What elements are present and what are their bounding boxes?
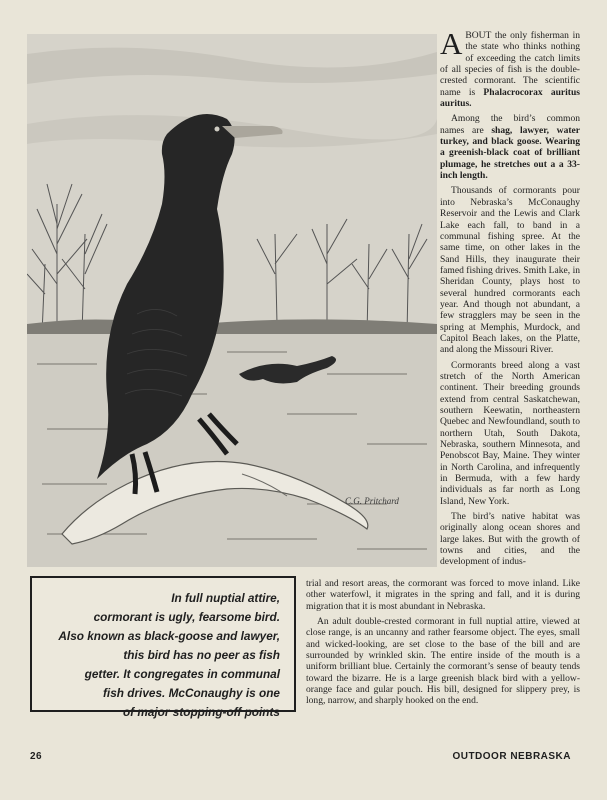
cormorant-illustration	[27, 34, 437, 567]
article-paragraph-3: Thousands of cormorants pour into Nebraska’s McConaughy Reservoir and the Lewis and Clark Lake each fall, to band in a communal fishing spree. At the same time, on other lakes in the Sand Hills, they inaugurate their famed fishing drives. Smith Lake, in Sheridan County, plays host to several hundred cormorants each year. And though not abundant, a few stragglers may be seen in the spring at Memphis, Murdock, and Capitol Beach lakes, on the Platte, and along the Missouri River.	[440, 185, 580, 356]
caption-line: this bird has no peer as fish	[123, 648, 280, 662]
article-paragraph-5-continued: trial and resort areas, the cormorant was forced to move inland. Like other waterfowl, it migrates in the spring and fall, and it is during migration that it is most abundant in Nebraska.	[306, 578, 580, 612]
caption-line: getter. It congregates in communal	[84, 667, 280, 681]
caption-box	[30, 576, 296, 719]
article-paragraph-1: ABOUT the only fisherman in the state who thinks nothing of exceeding the catch limits of all species of fish is the double-crested cormorant. The scientific name is Phalacrocorax auritus auritus.	[440, 26, 580, 110]
article-paragraph-2: Among the bird’s common names are shag, lawyer, water turkey, and black goose. Wearing a greenish-black coat of brilliant plumage, he stretches out a a 33-inch length.	[440, 113, 580, 182]
caption-line: fish drives. McConaughy is one	[103, 686, 280, 700]
scientific-name: Phalacrocorax auritus auritus.	[440, 86, 580, 110]
artist-signature: C.G. Pritchard	[345, 496, 399, 506]
caption-line: cormorant is ugly, fearsome bird.	[93, 610, 280, 624]
article-paragraph-6: An adult double-crested cormorant in full nuptial attire, viewed at close range, is an uncanny and rather fearsome object. The eyes, small and wicked-looking, are set close to the base of the bill and are surrounded by wrinkled skin. The entire inside of the mouth is a uniform brilliant blue. Certainly the cormorant’s sense of beauty tends toward the bizarre. He is a large greenish black bird with a yellow-orange face and gular pouch. His bill, designed for slippery prey, is long, narrow, and sharply hooked on the end.	[306, 616, 580, 707]
page-number: 26	[30, 751, 43, 762]
lower-text-block	[306, 578, 580, 711]
article-column	[440, 26, 580, 572]
article-paragraph-5: The bird’s native habitat was originally along ocean shores and large lakes. But with the growth of towns and cities, and the development of indus-	[440, 511, 580, 568]
caption-text	[28, 589, 280, 722]
drop-cap: A	[440, 26, 463, 61]
caption-line: of major stopping-off points	[122, 705, 280, 719]
caption-line: Also known as black-goose and lawyer,	[58, 629, 280, 643]
caption-line: In full nuptial attire,	[171, 591, 280, 605]
article-paragraph-4: Cormorants breed along a vast stretch of the North American continent. Their breeding grounds extend from central Saskatchewan, southern Keewatin, northeastern Quebec and Newfoundland, south to northern Utah, South Dakota, Nebraska, southern Minnesota, and Penobscot Bay, Maine. They winter in North Carolina, and infrequently in Bermuda, with a few hardy individuals as far north as Long Island, New York.	[440, 359, 580, 507]
magazine-title: OUTDOOR NEBRASKA	[452, 751, 571, 762]
